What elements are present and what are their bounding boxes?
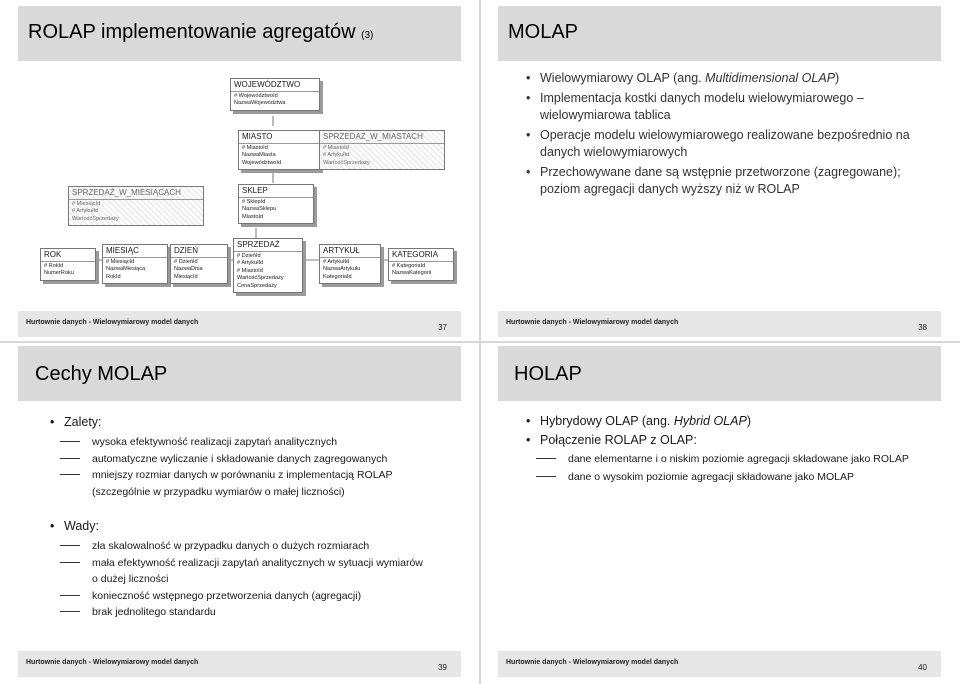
bullet-item: • Przechowywane dane są wstępnie przetworzone (zagregowane); poziom agregacji danych wyższy niż w ROLAP [524, 164, 934, 199]
sub-item: mniejszy rozmiar danych w porównaniu z implementacją ROLAP (szczególnie w przypadku wymiarów o małej liczności) [48, 467, 448, 500]
slide-title-bar [498, 346, 941, 401]
footer-text: Hurtownie danych - Wielowymiarowy model danych [26, 659, 199, 666]
bullet-item: • Hybrydowy OLAP (ang. Hybrid OLAP) [524, 412, 936, 431]
zalety-label: Zalety: [64, 415, 102, 429]
entity-miasto: MIASTO # MiastoId NazwaMiasta WojewództwoId [238, 130, 320, 170]
slide-title-bar [18, 6, 461, 61]
slide-title: Cechy MOLAP [35, 363, 168, 385]
entity-sklep: SKLEP # SklepId NazwaSklepu MiastoId [238, 184, 314, 224]
slide-title-suffix: (3) [361, 30, 374, 41]
slide-footer [498, 651, 941, 677]
horizontal-divider [0, 341, 960, 343]
rolap-schema-diagram [18, 68, 461, 308]
sub-item: automatyczne wyliczanie i składowanie danych zagregowanych [48, 451, 448, 468]
slide-39 [18, 346, 461, 678]
footer-text: Hurtownie danych - Wielowymiarowy model danych [506, 319, 679, 326]
entity-rok: ROK # RokId NumerRoku [40, 248, 96, 281]
entity-artykul: ARTYKUŁ # ArtykułId NazwaArtykułu KategoriaId [319, 244, 381, 284]
entity-sprzedaz-w-miastach: SPRZEDAŻ_W_MIASTACH # MiastoId # ArtykułId WartośćSprzedaży [319, 130, 445, 170]
wady-list [48, 518, 448, 621]
slide-title-bar [498, 6, 941, 61]
entity-kategoria: KATEGORIA # KategoriaId NazwaKategorii [388, 248, 454, 281]
footer-text: Hurtownie danych - Wielowymiarowy model danych [26, 319, 199, 326]
slide-title: HOLAP [514, 363, 582, 385]
sub-item: wysoka efektywność realizacji zapytań analitycznych [48, 434, 448, 451]
page-number: 40 [918, 663, 927, 672]
slide-37 [18, 6, 461, 338]
bullet-item: • Połączenie ROLAP z OLAP: dane elementarne i o niskim poziomie agregacji składowane jako ROLAP dane o wysokim poziomie agregacji składowane jako MOLAP [524, 431, 936, 486]
footer-text: Hurtownie danych - Wielowymiarowy model danych [506, 659, 679, 666]
bullet-item [48, 518, 448, 621]
entity-sprzedaz: SPRZEDAŻ # DzieńId # ArtykułId # MiastoId WartośćSprzedaży CenaSprzedaży [233, 238, 303, 293]
slide-title: ROLAP implementowanie agregatów (3) [28, 21, 374, 43]
bullet-item: • Implementacja kostki danych modelu wielowymiarowego – wielowymiarowa tablica [524, 90, 934, 125]
sub-item: konieczność wstępnego przetworzenia danych (agregacji) [48, 588, 448, 605]
wady-sublist [48, 538, 448, 621]
slide-footer [18, 651, 461, 677]
sub-item: mała efektywność realizacji zapytań analitycznych w sytuacji wymiarów o dużej liczności [48, 555, 448, 588]
entity-sprzedaz-w-miesiacach: SPRZEDAŻ_W_MIESIĄCACH # MiesiącId # ArtykułId WartośćSprzedaży [68, 186, 204, 226]
holap-bullet-list [524, 412, 936, 486]
sub-item: brak jednolitego standardu [48, 604, 448, 621]
zalety-sublist [48, 434, 448, 500]
zalety-list [48, 414, 448, 500]
sub-item: zła skalowalność w przypadku danych o dużych rozmiarach [48, 538, 448, 555]
holap-sublist [524, 451, 936, 486]
slide-footer [18, 311, 461, 337]
sub-item: dane elementarne i o niskim poziomie agregacji składowane jako ROLAP [524, 451, 936, 469]
bullet-item: • Operacje modelu wielowymiarowego realizowane bezpośrednio na danych wielowymiarowych [524, 127, 934, 162]
page-number: 37 [438, 323, 447, 332]
sub-item: dane o wysokim poziomie agregacji składowane jako MOLAP [524, 469, 936, 487]
slide-40 [498, 346, 941, 678]
entity-wojewodztwo: WOJEWÓDZTWO # WojewództwoId NazwaWojewództwa [230, 78, 320, 111]
slide-38 [498, 6, 941, 338]
bullet-item: • Wielowymiarowy OLAP (ang. Multidimensional OLAP) [524, 70, 934, 88]
molap-bullet-list [524, 70, 934, 201]
bullet-item [48, 414, 448, 500]
slide-title: MOLAP [508, 21, 579, 43]
entity-miesiac: MIESIĄC # MiesiącId NazwaMiesiąca RokId [102, 244, 168, 284]
entity-dzien: DZIEŃ # DzieńId NazwaDnia MiesiącId [170, 244, 228, 284]
wady-label: Wady: [64, 519, 99, 533]
slide-title-bar [18, 346, 461, 401]
slide-footer [498, 311, 941, 337]
page-number: 38 [918, 323, 927, 332]
page-number: 39 [438, 663, 447, 672]
